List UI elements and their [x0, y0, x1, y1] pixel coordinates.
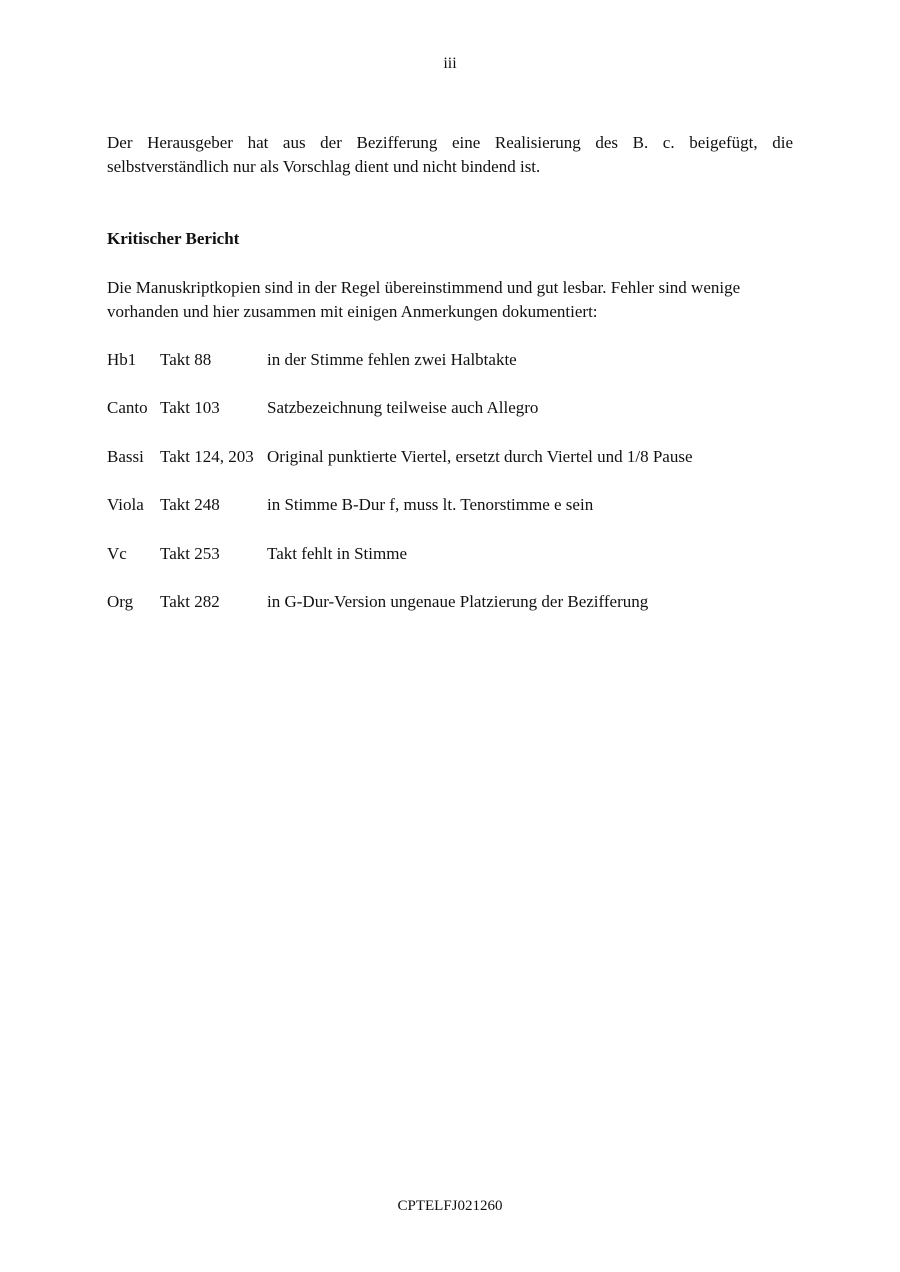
page-number: iii	[443, 55, 457, 72]
note-text: in Stimme B-Dur f, muss lt. Tenorstimme e sein	[267, 495, 594, 515]
footer-catalog-id: CPTELFJ021260	[397, 1198, 503, 1214]
note-row	[107, 396, 793, 444]
critical-report-paragraph: Die Manuskriptkopien sind in der Regel übereinstimmend und gut lesbar. Fehler sind wenige vorhanden und hier zusammen mit einigen Anmerkungen dokumentiert:	[107, 278, 741, 321]
note-voice: Org	[107, 591, 134, 611]
note-row	[107, 542, 793, 590]
note-bar: Takt 248	[160, 495, 220, 515]
intro-paragraph: Der Herausgeber hat aus der Bezifferung eine Realisierung des B. c. beigefügt, die selbstverständlich nur als Vorschlag dient und nicht bindend ist.	[107, 133, 793, 176]
note-bar: Takt 282	[160, 591, 220, 611]
note-row	[107, 348, 793, 396]
note-text: Satzbezeichnung teilweise auch Allegro	[267, 398, 539, 418]
note-text: in der Stimme fehlen zwei Halbtakte	[267, 350, 517, 369]
note-row	[107, 445, 793, 493]
note-text: Takt fehlt in Stimme	[267, 543, 407, 563]
note-voice: Vc	[107, 543, 127, 563]
note-bar: Takt 88	[160, 350, 212, 369]
note-voice: Canto	[107, 398, 148, 418]
note-text: in G-Dur-Version ungenaue Platzierung der Bezifferung	[267, 591, 649, 611]
critical-report-heading: Kritischer Bericht	[107, 229, 240, 248]
note-row	[107, 493, 793, 541]
note-row	[107, 590, 793, 638]
note-voice: Bassi	[107, 446, 144, 466]
note-bar: Takt 253	[160, 543, 220, 563]
note-voice: Hb1	[107, 350, 137, 369]
note-bar: Takt 103	[160, 398, 220, 418]
note-text: Original punktierte Viertel, ersetzt durch Viertel und 1/8 Pause	[267, 446, 693, 466]
critical-notes-list	[107, 348, 793, 638]
note-bar: Takt 124, 203	[160, 446, 254, 466]
note-voice: Viola	[107, 495, 144, 515]
